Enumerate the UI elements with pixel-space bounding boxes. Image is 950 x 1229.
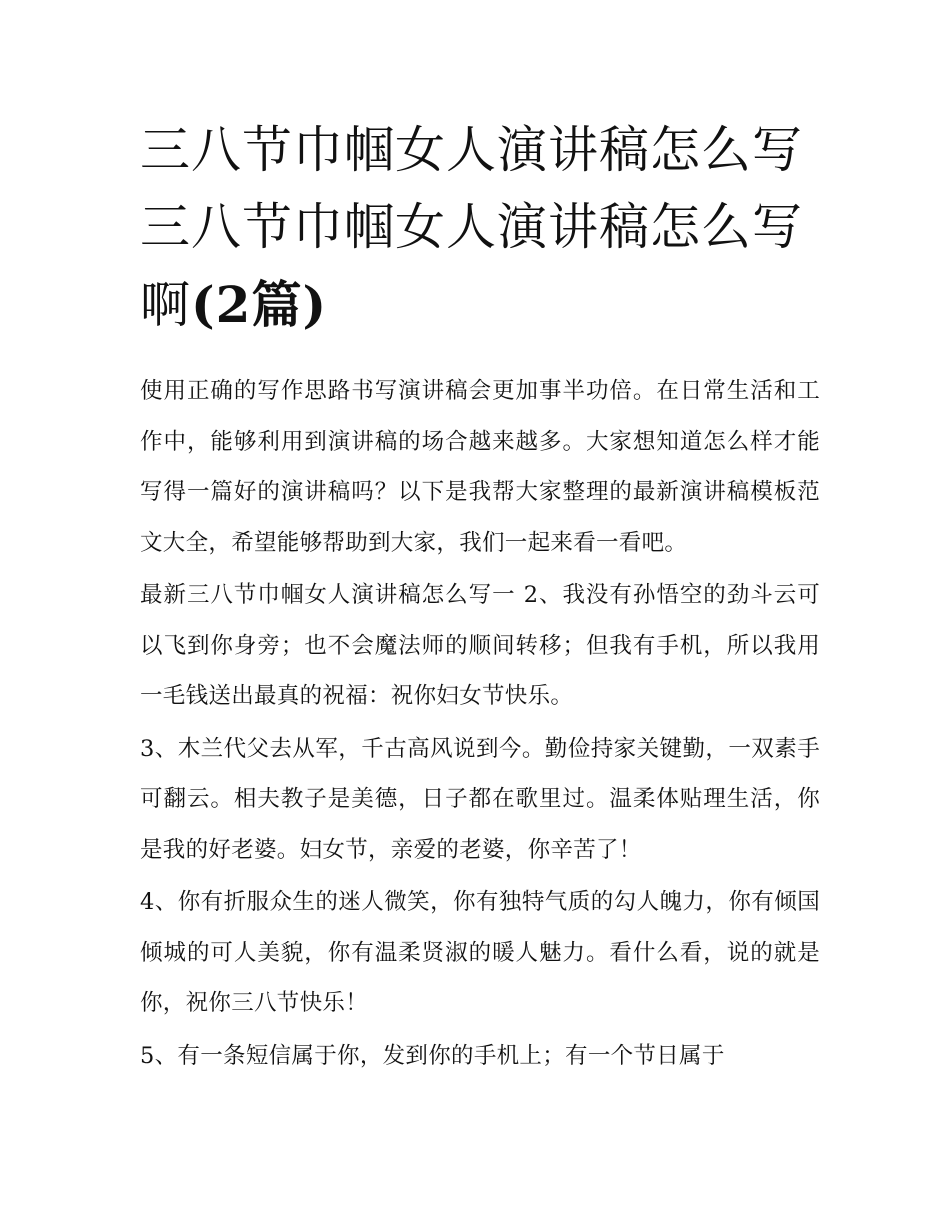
document-title (140, 112, 820, 344)
paragraph-item-4: 4、你有折服众生的迷人微笑，你有独特气质的勾人魄力，你有倾国倾城的可人美貌，你有温柔贤淑的暖人魅力。看什么看，说的就是你，祝你三八节快乐！ (140, 889, 820, 1016)
paragraph-item-5: 5、有一条短信属于你，发到你的手机上；有一个节日属于 (140, 1042, 725, 1069)
title-main-text: 三八节巾帼女人演讲稿怎么写三八节巾帼女人演讲稿怎么写啊 (140, 121, 803, 334)
paragraph-item-2: 最新三八节巾帼女人演讲稿怎么写一 2、我没有孙悟空的劲斗云可以飞到你身旁；也不会魔法师的顺间转移；但我有手机，所以我用一毛钱送出最真的祝福：祝你妇女节快乐。 (140, 582, 820, 709)
paragraph-item-3: 3、木兰代父去从军，千古高风说到今。勤俭持家关键勤，一双素手可翻云。相夫教子是美德，日子都在歌里过。温柔体贴理生活，你是我的好老婆。妇女节，亲爱的老婆，你辛苦了！ (140, 735, 820, 863)
title-count-text: (2篇) (191, 275, 328, 334)
document-page (140, 112, 820, 1083)
paragraph-intro: 使用正确的写作思路书写演讲稿会更加事半功倍。在日常生活和工作中，能够利用到演讲稿的场合越来越多。大家想知道怎么样才能写得一篇好的演讲稿吗？以下是我帮大家整理的最新演讲稿模板范文大全，希望能够帮助到大家，我们一起来看一看吧。 (140, 378, 820, 556)
